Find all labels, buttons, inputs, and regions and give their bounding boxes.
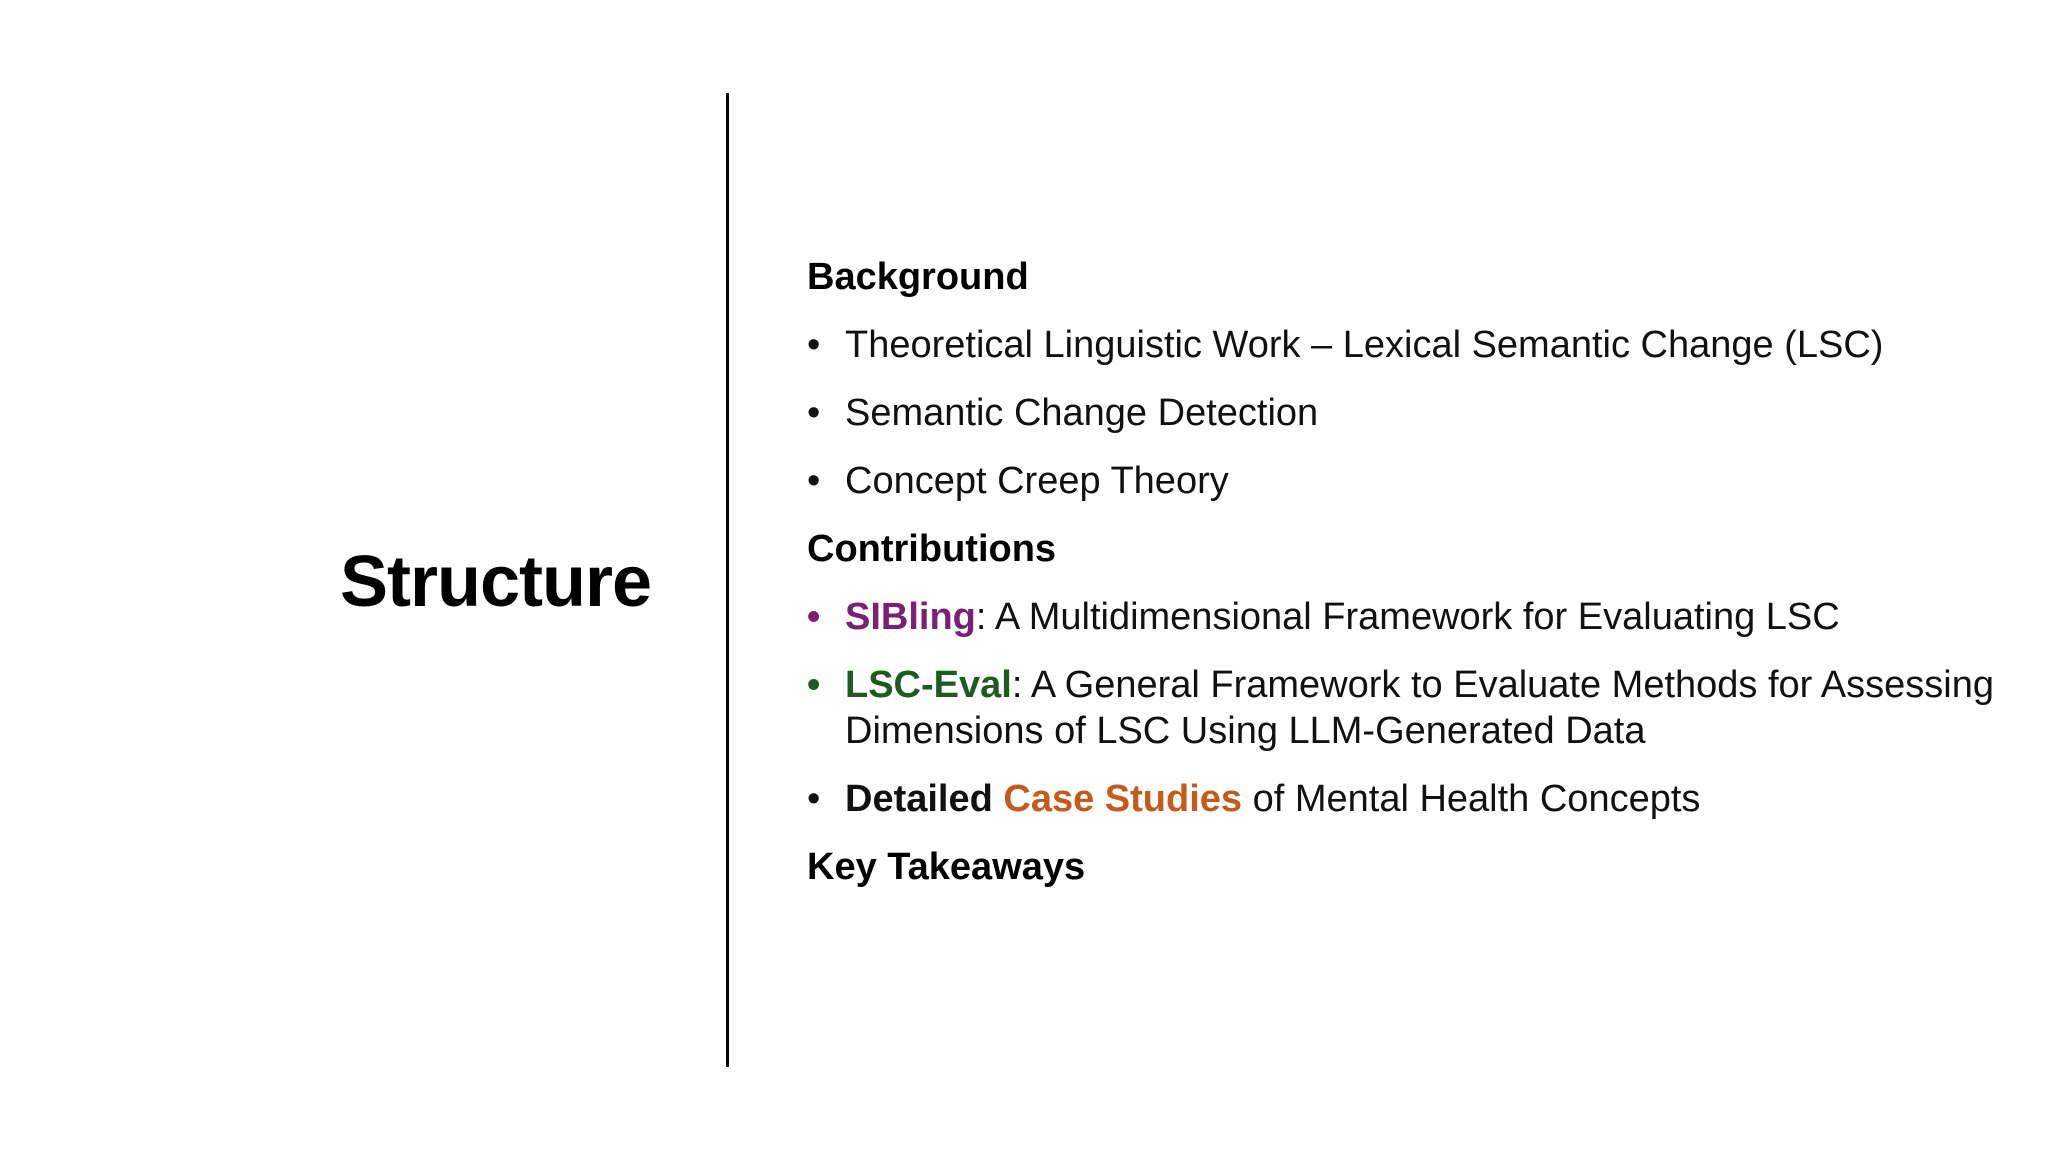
list-item [807, 594, 2007, 640]
bullet-icon: • [807, 392, 821, 434]
bullet-text: : A Multidimensional Framework for Evaluating LSC [975, 596, 1840, 638]
bullet-icon: • [807, 664, 821, 706]
bullet-text: Semantic Change Detection [845, 392, 1319, 434]
bullet-text: : A General Framework to Evaluate Methods for Assessing Dimensions of LSC Using LLM-Generated Data [845, 664, 1994, 752]
bullet-text: Theoretical Linguistic Work – Lexical Semantic Change (LSC) [845, 324, 1884, 366]
list-item [807, 776, 2007, 822]
section-heading-key-takeaways: Key Takeaways [807, 846, 1086, 888]
bullet-icon: • [807, 324, 821, 366]
case-studies-highlight: Case Studies [1003, 778, 1243, 820]
list-item [807, 322, 2007, 368]
section-heading-background: Background [807, 256, 1029, 298]
list-item [807, 390, 2007, 436]
lsc-eval-highlight: LSC-Eval [845, 664, 1012, 706]
bullet-text: of Mental Health Concepts [1242, 778, 1701, 820]
contributions-list [807, 594, 2007, 822]
outline-content [807, 254, 2007, 890]
bullet-icon: • [807, 778, 821, 820]
detailed-lead: Detailed [845, 778, 1004, 820]
sibling-highlight: SIBling [845, 596, 976, 638]
bullet-text: Concept Creep Theory [845, 460, 1229, 502]
background-list [807, 322, 2007, 504]
section-heading-contributions: Contributions [807, 528, 1057, 570]
list-item [807, 662, 2007, 754]
slide-title: Structure [340, 542, 652, 622]
bullet-icon: • [807, 460, 821, 502]
vertical-divider [726, 93, 729, 1067]
bullet-icon: • [807, 596, 821, 638]
list-item [807, 458, 2007, 504]
